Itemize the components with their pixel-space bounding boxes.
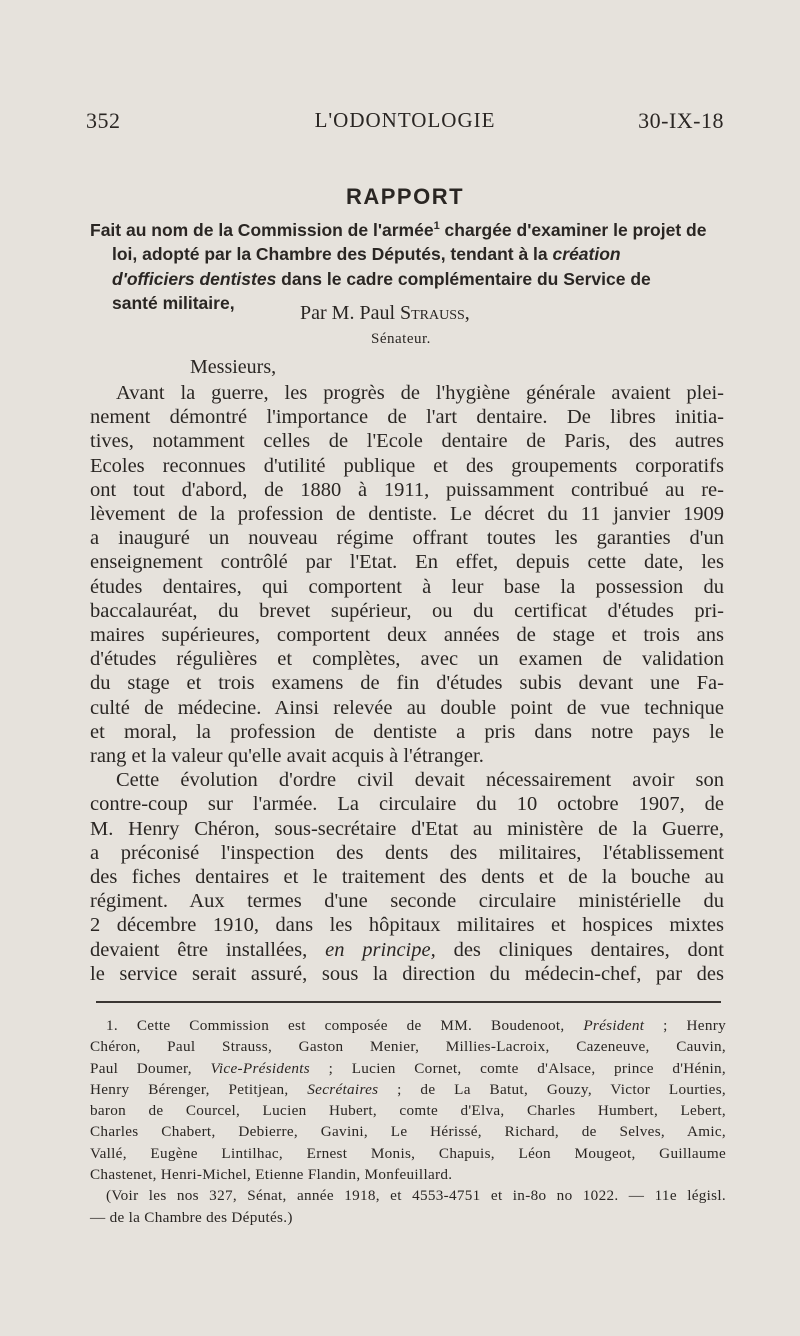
body-line: et moral, la profession de dentiste a pris dans notre pays le <box>90 720 724 743</box>
body-text-segment: des cliniques dentaires, dont <box>435 938 724 961</box>
footnote-line <box>90 1058 726 1079</box>
body-line: maires supérieures, comportent deux années de stage et trois ans <box>90 624 724 647</box>
footnote-line: (Voir les nos 327, Sénat, année 1918, et 4553-4751 et in-8o no 1022. — 11e législ. <box>106 1187 726 1205</box>
footnote-line: — de la Chambre des Députés.) <box>90 1208 293 1226</box>
footnote-line: Vallé, Eugène Lintilhac, Ernest Monis, Chapuis, Léon Mougeot, Guillaume <box>90 1144 726 1162</box>
body-line: Ecoles reconnues d'utilité publique et des groupements corporatifs <box>90 454 724 477</box>
body-line: ont tout d'abord, de 1880 à 1911, puissamment contribué au re- <box>90 478 724 501</box>
report-title: RAPPORT <box>345 184 465 209</box>
issue-date: 30-IX-18 <box>638 108 724 133</box>
subtitle-line-3: dans le cadre complémentaire du Service de <box>276 268 651 289</box>
body-line: culté de médecine. Ainsi relevée au double point de vue technique <box>90 696 724 719</box>
author-name: Strauss, <box>400 302 470 324</box>
subtitle-line-1-tail: chargée d'examiner le projet <box>439 219 682 240</box>
author-role: Sénateur. <box>371 331 431 347</box>
subtitle-italic-officiers: d'officiers dentistes <box>112 268 277 289</box>
salutation: Messieurs, <box>190 356 277 378</box>
body-line: enseignement contrôlé par l'Etat. En effet, depuis cette date, les <box>90 551 724 574</box>
footnote-italic: Président <box>583 1017 645 1034</box>
footnote-line: baron de Courcel, Lucien Hubert, comte d'Elva, Charles Humbert, Lebert, <box>90 1102 726 1120</box>
page-number: 352 <box>86 108 121 133</box>
body-line: régiment. Aux termes d'une seconde circulaire ministérielle du <box>90 890 724 913</box>
footnote-rule <box>96 1001 721 1003</box>
footnote-text: ; de La Batut, Gouzy, Victor Lourties, <box>378 1080 726 1098</box>
body-text <box>90 381 724 986</box>
subtitle-line-4: santé militaire, <box>112 293 235 314</box>
body-line: le service serait assuré, sous la direction du médecin-chef, par des <box>90 962 724 985</box>
journal-title: L'ODONTOLOGIE <box>314 108 496 132</box>
author-prefix: Par M. Paul <box>300 302 400 324</box>
footnote-text: ; Henry <box>644 1017 726 1034</box>
author-line <box>300 302 470 325</box>
body-line: a préconisé l'inspection des dents des militaires, l'établissement <box>90 841 724 864</box>
running-header <box>86 108 724 138</box>
footnote-line <box>90 1079 726 1100</box>
body-text-segment: devaient être installées, <box>90 938 326 961</box>
body-line: a inauguré un nouveau régime offrant toutes les garanties d'un <box>90 527 724 550</box>
footnote-line: Charles Chabert, Debierre, Gavini, Le Hérissé, Richard, de Selves, Amic, <box>90 1123 726 1141</box>
body-italic-en-principe: en principe, <box>325 938 436 961</box>
footnote-text: Henry Bérenger, Petitjean, <box>90 1080 308 1098</box>
subtitle-line-1: Fait au nom de la Commission de l'armée <box>90 219 434 240</box>
body-line: contre-coup sur l'armée. La circulaire du 10 octobre 1907, de <box>90 793 724 816</box>
footnote-text: ; Lucien Cornet, comte d'Alsace, prince d'Hénin, <box>309 1059 727 1077</box>
footnote-line: Chastenet, Henri-Michel, Etienne Flandin, Monfeuillard. <box>90 1166 453 1184</box>
body-line: Cette évolution d'ordre civil devait nécessairement avoir son <box>116 769 724 792</box>
footnote-line: Chéron, Paul Strauss, Gaston Menier, Millies-Lacroix, Cazeneuve, Cauvin, <box>90 1038 726 1056</box>
body-line: nement démontré l'importance de l'art dentaire. De libres initia- <box>90 406 724 429</box>
subtitle-italic-creation: création <box>552 244 621 265</box>
footnotes <box>90 1015 726 1228</box>
footnote-text: 1. Cette Commission est composée de MM. Boudenoot, <box>106 1017 584 1034</box>
body-line-mixed <box>90 938 724 962</box>
report-subtitle <box>90 214 726 316</box>
subtitle-line-2: de loi, adopté par la Chambre des Députés, tendant à la <box>112 219 707 265</box>
footnote-line <box>90 1015 726 1036</box>
body-line: du stage et trois examens de fin d'études subis devant une Fa- <box>90 672 724 695</box>
body-line: 2 décembre 1910, dans les hôpitaux militaires et hospices mixtes <box>90 914 724 937</box>
body-line: baccalauréat, du brevet supérieur, ou du certificat d'études pri- <box>90 599 724 622</box>
body-line: d'études régulières et complètes, avec un examen de validation <box>90 648 724 671</box>
body-line: études dentaires, qui comportent à leur base la possession du <box>90 575 724 598</box>
body-line: des fiches dentaires et le traitement des dents et de la bouche au <box>90 866 724 889</box>
body-line: tives, notamment celles de l'Ecole dentaire de Paris, des autres <box>90 430 724 453</box>
footnote-mark: 1 <box>433 220 440 232</box>
body-line: rang et la valeur qu'elle avait acquis à l'étranger. <box>90 745 484 768</box>
footnote-italic: Vice-Présidents <box>210 1059 310 1077</box>
body-line: Avant la guerre, les progrès de l'hygiène générale avaient plei- <box>116 382 724 404</box>
footnote-text: Paul Doumer, <box>90 1059 211 1077</box>
body-line: lèvement de la profession de dentiste. Le décret du 11 janvier 1909 <box>90 503 724 526</box>
footnote-italic: Secrétaires <box>307 1080 379 1098</box>
body-line: M. Henry Chéron, sous-secrétaire d'Etat au ministère de la Guerre, <box>90 817 724 840</box>
